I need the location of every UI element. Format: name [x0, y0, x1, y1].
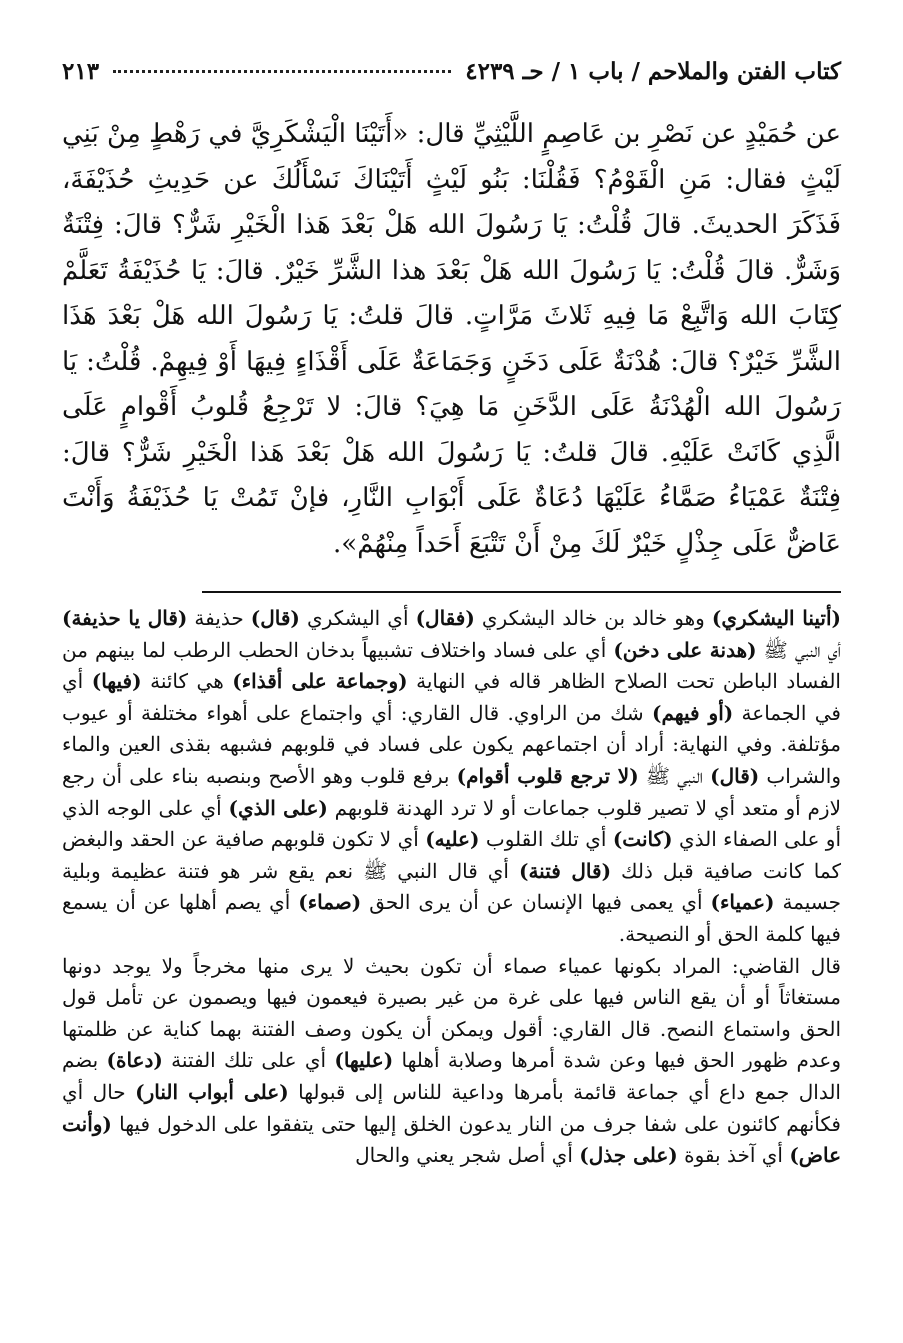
quoted-keyword: (وجماعة على أقذاء) [232, 669, 408, 694]
commentary-paragraph-2 [62, 951, 841, 1172]
commentary-text: أي آخذ بقوة [677, 1143, 790, 1168]
commentary-text: أي النبي ﷺ [756, 637, 841, 662]
commentary-text: أي يصم أهلها عن أن يسمع فيها كلمة الحق أو النصيحة. [62, 890, 841, 946]
quoted-keyword: (دعاة) [106, 1048, 163, 1073]
commentary-text: حذيفة [187, 606, 251, 630]
page-header [62, 58, 841, 98]
commentary-text: أي أصل شجر يعني والحال [355, 1143, 580, 1168]
commentary-text: قال القاضي: المراد بكونها عمياء صماء أن تكون بحيث لا يرى منها مخرجاً ولا يوجد دونها مستغاثاً أو أن يقع الناس فيها على غرة من غير بصيرة فيعمون فيها ويصمون عن تأمل قول الحق واستماع النصح. قال القاري: أقول ويمكن أن يكون وصف الفتنة بهما كناية عن ظلمتها وعدم ظهور الحق فيها وعن شدة أمرها وصلابة أهلها [62, 953, 841, 1073]
quoted-keyword: (صماء) [298, 890, 362, 915]
separator-rule [202, 591, 841, 593]
commentary-text: برفع قلوب وهو الأصح وبنصبه بناء على أن رجع لازم أو متعد أي لا تصير قلوب جماعات أو لا ترد الهدنة قلوبهم [62, 763, 841, 820]
commentary-text: أي على الوجه الذي أو على الصفاء الذي [62, 795, 842, 852]
quoted-keyword: (على جذل) [579, 1143, 678, 1168]
commentary-paragraph-1 [62, 603, 841, 951]
running-title: كتاب الفتن والملاحم / باب ١ / حـ ٤٢٣٩ [465, 58, 841, 85]
header-dotted-leader [113, 70, 451, 73]
commentary-text: حال أي فكأنهم كائنون على شفا جرف من النار يدعون الخلق إليها حتى يتفقوا على الدخول فيها [62, 1079, 841, 1136]
quoted-keyword: (قال فتنة) [518, 858, 612, 883]
commentary-text: النبي ﷺ [638, 763, 711, 788]
quoted-keyword: (عليها) [334, 1048, 394, 1073]
commentary-text: أي تلك القلوب [479, 827, 613, 852]
commentary-text: أي على فساد واختلاف تشبيهاً بدخان الحطب الرطب لما بينهم من الفساد الباطن تحت الصلاح الظاهر قاله في النهاية [62, 637, 841, 694]
commentary-text: أي في الجماعة [62, 669, 841, 725]
commentary-text: بضم الدال جمع داع أي جماعة قائمة بأمرها وداعية للناس إلى قبولها [62, 1048, 841, 1104]
commentary-text: أي لا تكون قلوبهم صافية عن الحقد والبغض كما كانت صافية قبل ذلك [62, 827, 841, 883]
quoted-keyword: (لا ترجع قلوب أقوام) [456, 763, 639, 788]
commentary-text: وهو خالد بن خالد اليشكري [474, 606, 712, 630]
quoted-keyword: (عليه) [425, 827, 480, 852]
quoted-keyword: (أتينا اليشكري) [711, 606, 842, 630]
page-number: ٢١٣ [62, 58, 100, 85]
quoted-keyword: (كانت) [612, 827, 673, 852]
commentary-block [62, 603, 841, 1172]
hadith-text-block [62, 112, 841, 567]
commentary-text: أي قال النبي ﷺ نعم يقع شر هو فتنة عظيمة وبلية جسيمة [62, 858, 841, 915]
hadith-text: عن حُمَيْدٍ عن نَصْرِ بن عَاصِمٍ اللَّيْثِيِّ قال: «أَتَيْنَا الْيَشْكَرِيَّ في رَهْطٍ مِنْ بَنِي لَيْثٍ فقال: مَنِ الْقَوْمُ؟ فَقُلْنَا: بَنُو لَيْثٍ أَتَيْنَاكَ نَسْأَلُكَ عن حَدِيثِ حُذَيْفَةَ، فَذَكَرَ الحديثَ. قالَ قُلْتُ: يَا رَسُولَ الله هَلْ بَعْدَ هَذا الْخَيْرِ شَرٌّ؟ قالَ: فِتْنَةٌ وَشَرٌّ. قالَ قُلْتُ: يَا رَسُولَ الله هَلْ بَعْدَ هذا الشَّرِّ خَيْرٌ. قالَ: يَا حُذَيْفَةُ تَعَلَّمْ كِتَابَ الله وَاتَّبِعْ مَا فِيهِ ثَلاثَ مَرَّاتٍ. قالَ قلتُ: يَا رَسُولَ الله هَلْ بَعْدَ هَذَا الشَّرِّ خَيْرٌ؟ قالَ: هُدْنَةٌ عَلَى دَخَنٍ وَجَمَاعَةٌ عَلَى أَقْذَاءٍ فِيهَا أَوْ فِيهِمْ. قُلْتُ: يَا رَسُولَ الله الْهُدْنَةُ عَلَى الدَّخَنِ مَا هِيَ؟ قالَ: لا تَرْجِعُ قُلوبُ أَقْوامٍ عَلَى الَّذِي كَانَتْ عَلَيْهِ. قالَ قلتُ: يَا رَسُولَ الله هَلْ بَعْدَ هَذا الْخَيْرِ شَرٌّ؟ قالَ: فِتْنَةٌ عَمْيَاءُ صَمَّاءُ عَلَيْهَا دُعَاةٌ عَلَى أَبْوَابِ النَّارِ، فإنْ تَمُتْ يَا حُذَيْفَةُ وَأَنْتَ عَاضٌّ عَلَى جِذْلٍ خَيْرٌ لَكَ مِنْ أَنْ تَتْبَعَ أَحَداً مِنْهُمْ». [62, 119, 842, 559]
quoted-keyword: (على أبواب النار) [135, 1079, 289, 1104]
quoted-keyword: (أو فيهم) [652, 700, 734, 725]
quoted-keyword: (قال يا حذيفة) [62, 606, 188, 630]
commentary-text: أي اليشكري [299, 606, 416, 630]
quoted-keyword: (قال) [710, 763, 760, 788]
quoted-keyword: (هدنة على دخن) [613, 637, 757, 662]
commentary-text: أي يعمى فيها الإنسان عن أن يرى الحق [361, 890, 711, 915]
quoted-keyword: (قال) [250, 606, 300, 630]
quoted-keyword: (عمياء) [710, 890, 775, 915]
quoted-keyword: (فقال) [415, 606, 475, 630]
quoted-keyword: (على الذي) [228, 795, 328, 820]
commentary-text: شك من الراوي. قال القاري: أي واجتماع على أهواء مختلفة أو عيوب مؤتلفة. وفي النهاية: أراد أن اجتماعهم يكون على فساد في قلوبهم فشبهه بقذى العين والماء والشراب [62, 700, 841, 788]
quoted-keyword: (وأنت عاض) [62, 1111, 841, 1168]
commentary-text: أي على تلك الفتنة [162, 1048, 335, 1073]
quoted-keyword: (فيها) [91, 669, 142, 694]
commentary-text: هي كائنة [141, 669, 233, 694]
